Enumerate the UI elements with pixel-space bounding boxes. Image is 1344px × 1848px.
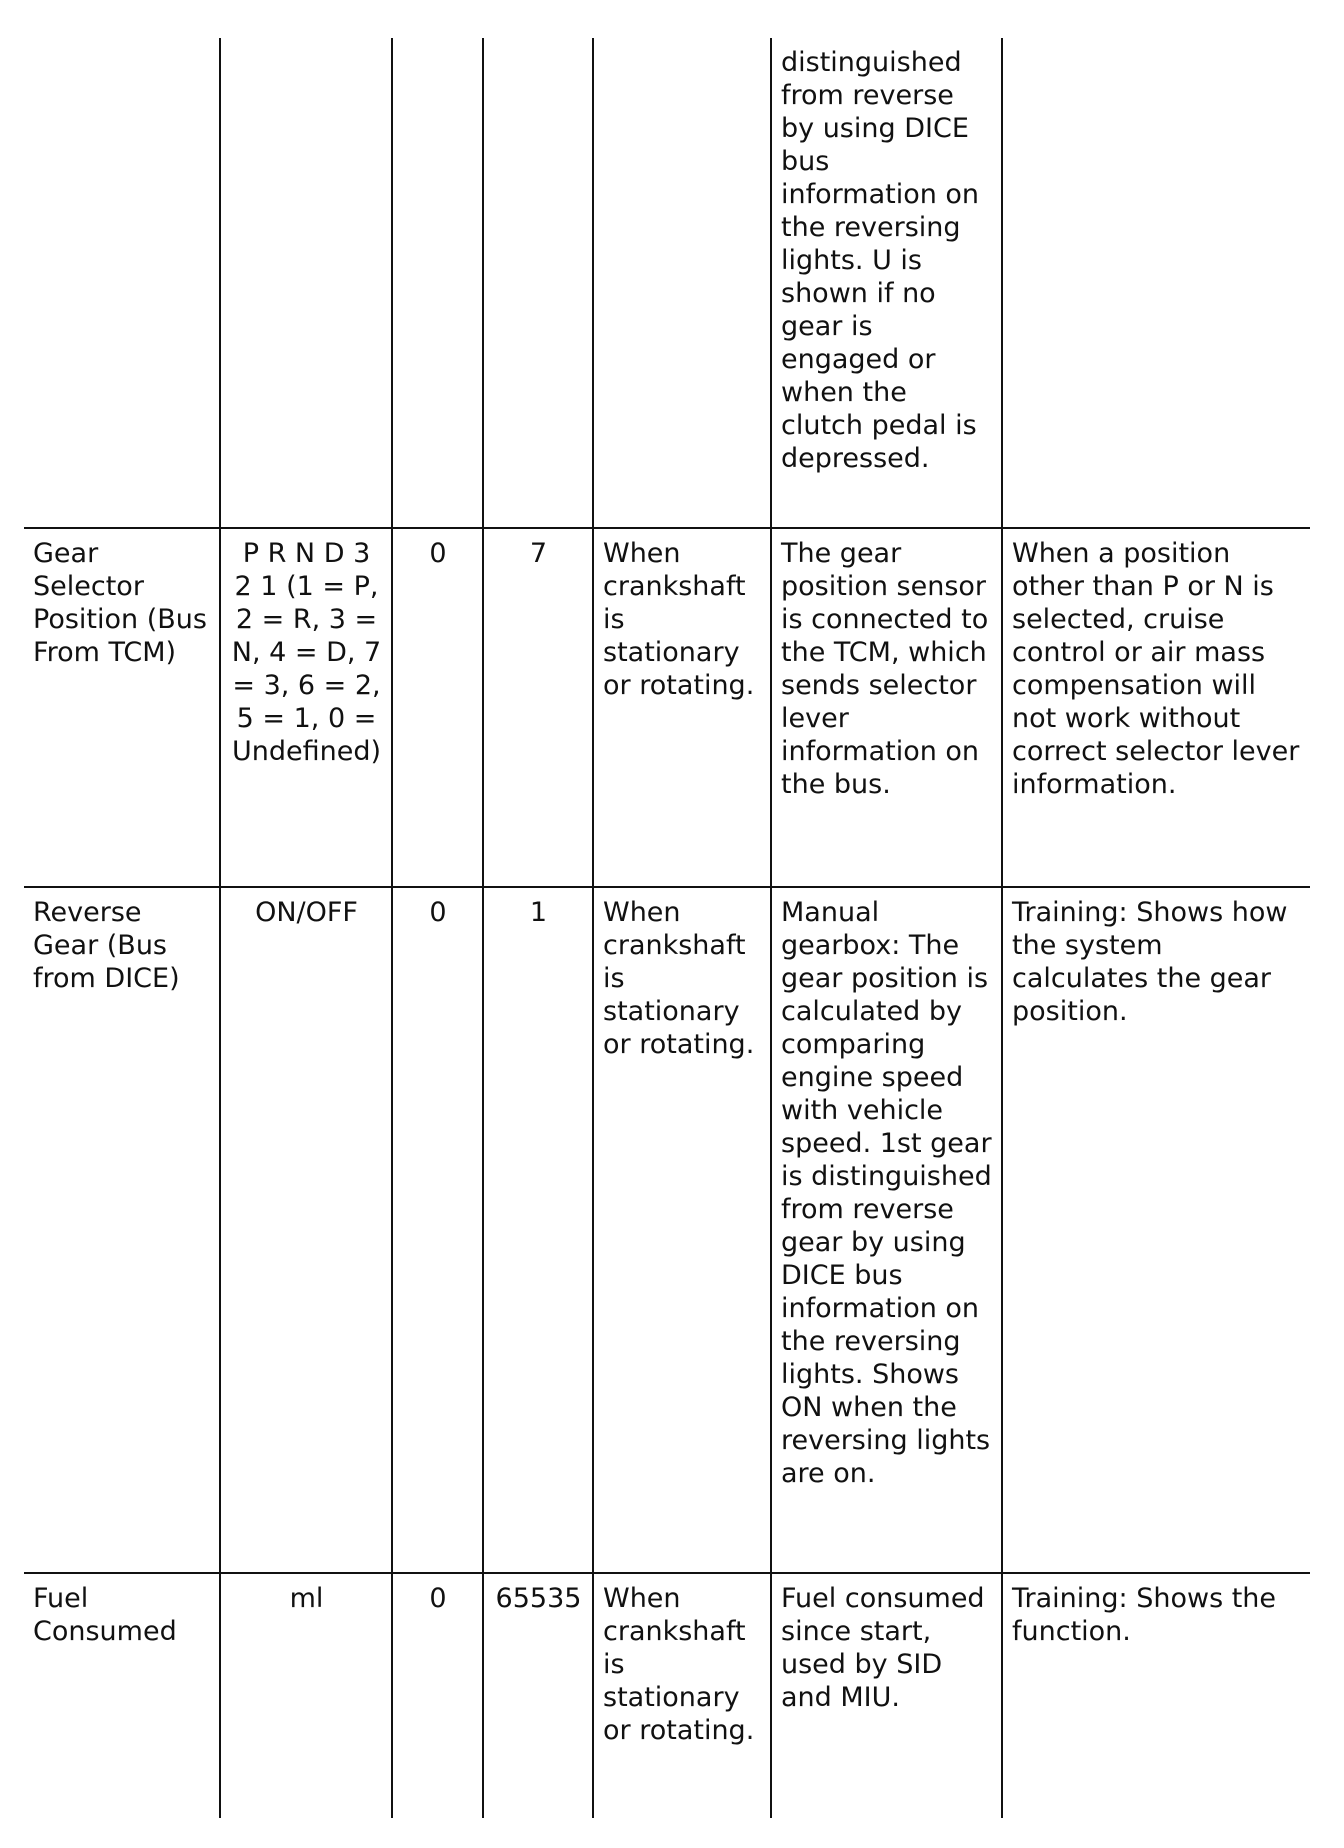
- parameter-cell: Fuel Consumed: [24, 1573, 220, 1818]
- description-cell: Manual gearbox: The gear position is calculated by comparing engine speed with vehicle speed. 1st gear is distinguished from reverse gear by using DICE bus information on the reversing lights. Shows ON when the reversing lights are on.: [771, 887, 1002, 1573]
- max-cell: 1: [483, 887, 593, 1573]
- condition-cell: [593, 38, 771, 528]
- condition-cell: When crankshaft is stationary or rotating.: [593, 528, 771, 887]
- unit-cell: P R N D 3 2 1 (1 = P, 2 = R, 3 = N, 4 = D, 7 = 3, 6 = 2, 5 = 1, 0 = Undefined): [220, 528, 392, 887]
- note-cell: Training: Shows the function.: [1002, 1573, 1310, 1818]
- max-cell: 7: [483, 528, 593, 887]
- note-cell: Training: Shows how the system calculates the gear position.: [1002, 887, 1310, 1573]
- table-row: [24, 38, 1310, 528]
- note-cell: [1002, 38, 1310, 528]
- min-cell: 0: [392, 1573, 483, 1818]
- condition-cell: When crankshaft is stationary or rotating.: [593, 1573, 771, 1818]
- description-cell: distinguished from reverse by using DICE bus information on the reversing lights. U is shown if no gear is engaged or when the clutch pedal is depressed.: [771, 38, 1002, 528]
- min-cell: [392, 38, 483, 528]
- parameter-cell: Reverse Gear (Bus from DICE): [24, 887, 220, 1573]
- description-cell: The gear position sensor is connected to the TCM, which sends selector lever information on the bus.: [771, 528, 1002, 887]
- table-row: [24, 528, 1310, 887]
- min-cell: 0: [392, 528, 483, 887]
- parameter-cell: [24, 38, 220, 528]
- table-row: [24, 1573, 1310, 1818]
- unit-cell: ml: [220, 1573, 392, 1818]
- table-row: [24, 887, 1310, 1573]
- condition-cell: When crankshaft is stationary or rotating.: [593, 887, 771, 1573]
- unit-cell: ON/OFF: [220, 887, 392, 1573]
- parameter-table: [24, 38, 1310, 1818]
- parameter-cell: Gear Selector Position (Bus From TCM): [24, 528, 220, 887]
- max-cell: 65535: [483, 1573, 593, 1818]
- description-cell: Fuel consumed since start, used by SID and MIU.: [771, 1573, 1002, 1818]
- unit-cell: [220, 38, 392, 528]
- max-cell: [483, 38, 593, 528]
- note-cell: When a position other than P or N is selected, cruise control or air mass compensation will not work without correct selector lever information.: [1002, 528, 1310, 887]
- min-cell: 0: [392, 887, 483, 1573]
